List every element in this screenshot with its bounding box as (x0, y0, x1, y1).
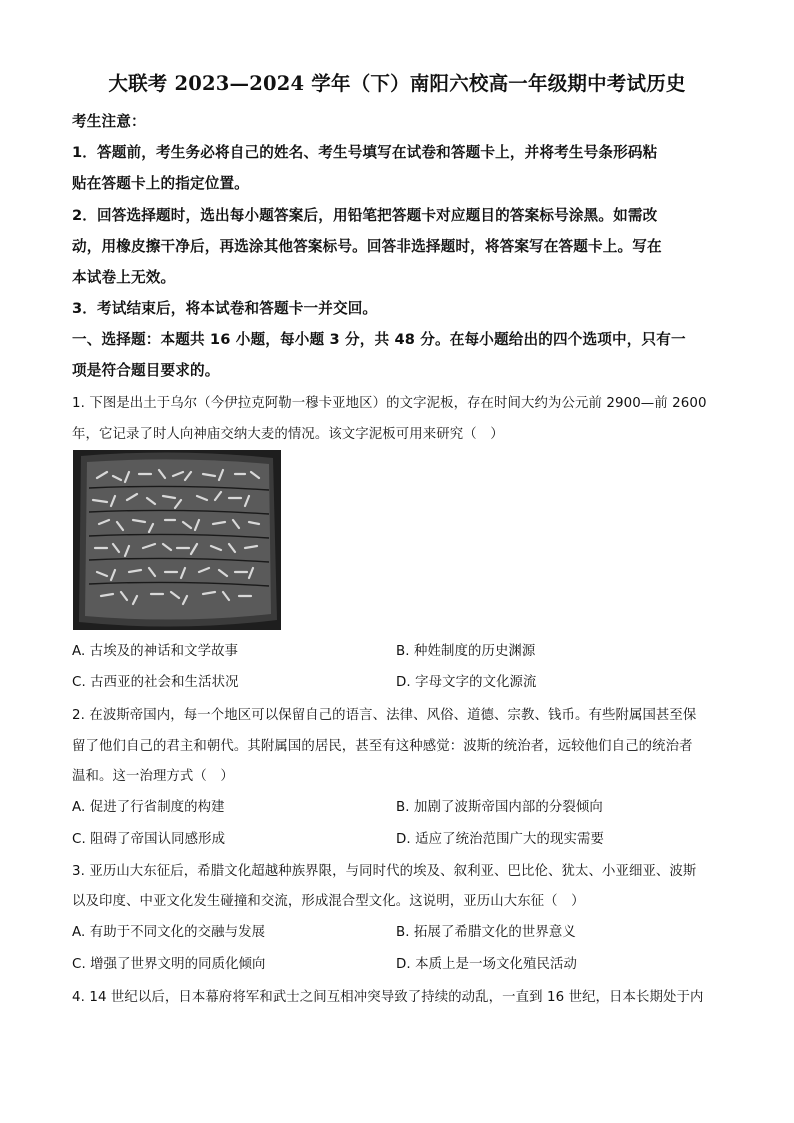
option-b: B. 加剧了波斯帝国内部的分裂倾向 (396, 800, 603, 815)
option-b: B. 种姓制度的历史渊源 (396, 644, 536, 659)
option-b: B. 拓展了希腊文化的世界意义 (396, 925, 576, 940)
section-heading: 一、选择题：本题共 16 小题，每小题 3 分，共 48 分。在每小题给出的四个选项中，只有一 (72, 331, 686, 348)
notice-line: 贴在答题卡上的指定位置。 (72, 175, 249, 192)
option-d: D. 字母文字的文化源流 (396, 675, 537, 690)
question-stem: 年，它记录了时人向神庙交纳大麦的情况。该文字泥板可用来研究（ ） (72, 427, 504, 442)
notice-line: 动，用橡皮擦干净后，再选涂其他答案标号。回答非选择题时，将答案写在答题卡上。写在 (72, 238, 662, 255)
option-d: D. 本质上是一场文化殖民活动 (396, 957, 578, 972)
option-c: C. 增强了世界文明的同质化倾向 (72, 957, 266, 972)
exam-title: 大联考 2023—2024 学年（下）南阳六校高一年级期中考试历史 (108, 72, 686, 95)
question-stem: 留了他们自己的君主和朝代。其附属国的居民，甚至有这种感觉：波斯的统治者，远较他们自己的统治者 (72, 739, 693, 754)
section-heading: 项是符合题目要求的。 (72, 362, 220, 379)
option-d: D. 适应了统治范围广大的现实需要 (396, 832, 604, 847)
option-a: A. 有助于不同文化的交融与发展 (72, 925, 266, 940)
question-stem: 温和。这一治理方式（ ） (72, 769, 234, 784)
question-stem: 4. 14 世纪以后，日本幕府将军和武士之间互相冲突导致了持续的动乱，一直到 16 世纪，日本长期处于内 (72, 990, 704, 1005)
notice-heading: 考生注意： (72, 113, 146, 130)
question-stem: 3. 亚历山大东征后，希腊文化超越种族界限，与同时代的埃及、叙利亚、巴比伦、犹太、小亚细亚、波斯 (72, 864, 697, 879)
option-a: A. 古埃及的神话和文学故事 (72, 644, 239, 659)
question-stem: 2. 在波斯帝国内，每一个地区可以保留自己的语言、法律、风俗、道德、宗教、钱币。有些附属国甚至保 (72, 708, 697, 723)
question-stem: 1. 下图是出土于乌尔（今伊拉克阿勒一穆卡亚地区）的文字泥板，存在时间大约为公元前 2900—前 2600 (72, 396, 707, 411)
option-a: A. 促进了行省制度的构建 (72, 800, 225, 815)
option-c: C. 古西亚的社会和生活状况 (72, 675, 239, 690)
question-stem: 以及印度、中亚文化发生碰撞和交流，形成混合型文化。这说明，亚历山大东征（ ） (72, 894, 585, 909)
notice-line: 本试卷上无效。 (72, 269, 176, 286)
option-c: C. 阻碍了帝国认同感形成 (72, 832, 226, 847)
clay-tablet-image (73, 450, 281, 630)
notice-line: 3．考试结束后，将本试卷和答题卡一并交回。 (72, 300, 378, 317)
notice-line: 1．答题前，考生务必将自己的姓名、考生号填写在试卷和答题卡上，并将考生号条形码粘 (72, 144, 658, 161)
notice-line: 2．回答选择题时，选出每小题答案后，用铅笔把答题卡对应题目的答案标号涂黑。如需改 (72, 207, 658, 224)
